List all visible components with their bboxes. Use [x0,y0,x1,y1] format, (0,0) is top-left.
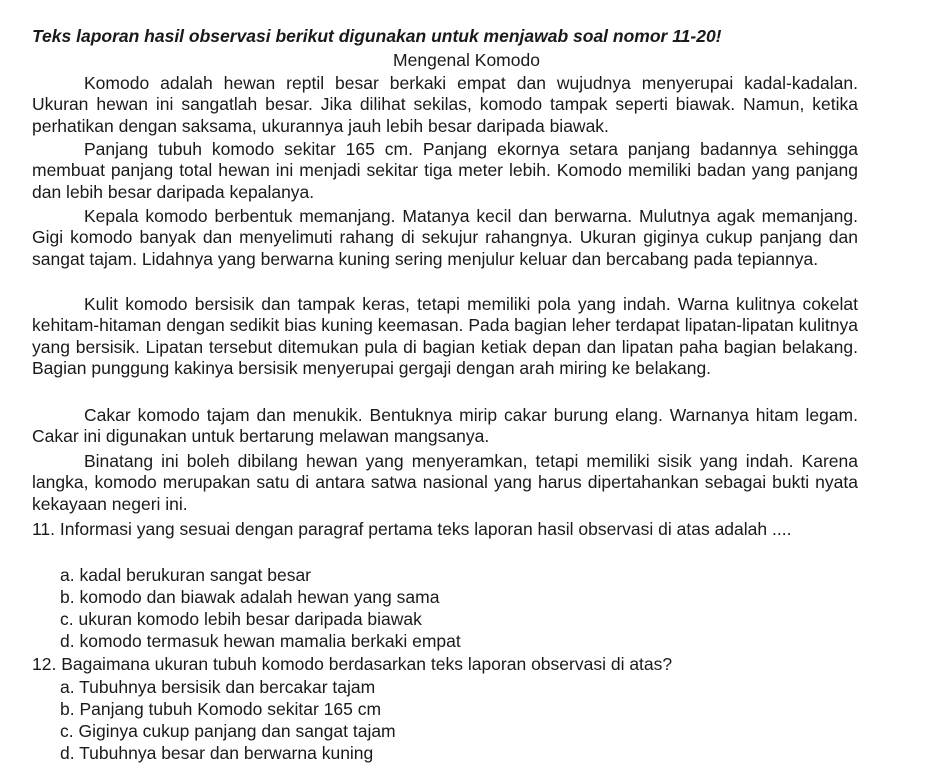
paragraph-3: Kepala komodo berbentuk memanjang. Matanya kecil dan berwarna. Mulutnya agak memanjang. Gigi komodo banyak dan menyelimuti rahang di sekujur rahangnya. Ukuran giginya cukup panjang dan sangat tajam. Lidahnya yang berwarna kuning sering menjulur keluar dan bercabang pada tepiannya. [32,206,858,269]
instruction-heading: Teks laporan hasil observasi berikut digunakan untuk menjawab soal nomor 11-20! [32,26,722,46]
question-11: 11. Informasi yang sesuai dengan paragraf pertama teks laporan hasil observasi di atas adalah .... [32,519,792,539]
question-12: 12. Bagaimana ukuran tubuh komodo berdasarkan teks laporan observasi di atas? [32,654,673,674]
question-11-option-d[interactable]: d. komodo termasuk hewan mamalia berkaki empat [60,631,461,651]
article-title: Mengenal Komodo [393,50,540,70]
paragraph-5: Cakar komodo tajam dan menukik. Bentuknya mirip cakar burung elang. Warnanya hitam legam. Cakar ini digunakan untuk bertarung melawan mangsanya. [32,405,858,447]
paragraph-4: Kulit komodo bersisik dan tampak keras, tetapi memiliki pola yang indah. Warna kulitnya cokelat kehitam-hitaman dengan sedikit bias kuning keemasan. Pada bagian leher terdapat lipatan-lipatan kulitnya yang bersisik. Lipatan tersebut ditemukan pula di bagian ketiak depan dan lipatan paha bagian belakang. Bagian punggung kakinya bersisik menyerupai gergaji dengan arah miring ke belakang. [32,294,858,378]
question-12-option-d[interactable]: d. Tubuhnya besar dan berwarna kuning [60,743,374,763]
paragraph-6: Binatang ini boleh dibilang hewan yang menyeramkan, tetapi memiliki sisik yang indah. Karena langka, komodo merupakan satu di antara satwa nasional yang harus dipertahankan sebagai bukti nyata kekayaan negeri ini. [32,451,858,514]
paragraph-2: Panjang tubuh komodo sekitar 165 cm. Panjang ekornya setara panjang badannya sehingga membuat panjang total hewan ini menjadi sekitar tiga meter lebih. Komodo memiliki badan yang panjang dan lebih besar daripada kepalanya. [32,139,858,202]
paragraph-1: Komodo adalah hewan reptil besar berkaki empat dan wujudnya menyerupai kadal-kadalan. Ukuran hewan ini sangatlah besar. Jika dilihat sekilas, komodo tampak seperti biawak. Namun, ketika perhatikan dengan saksama, ukurannya jauh lebih besar daripada biawak. [32,73,858,136]
question-11-option-c[interactable]: c. ukuran komodo lebih besar daripada biawak [60,609,422,629]
question-12-option-a[interactable]: a. Tubuhnya bersisik dan bercakar tajam [60,677,376,697]
question-11-option-a[interactable]: a. kadal berukuran sangat besar [60,565,311,585]
question-12-option-b[interactable]: b. Panjang tubuh Komodo sekitar 165 cm [60,699,382,719]
question-12-option-c[interactable]: c. Giginya cukup panjang dan sangat tajam [60,721,396,741]
question-11-option-b[interactable]: b. komodo dan biawak adalah hewan yang sama [60,587,440,607]
